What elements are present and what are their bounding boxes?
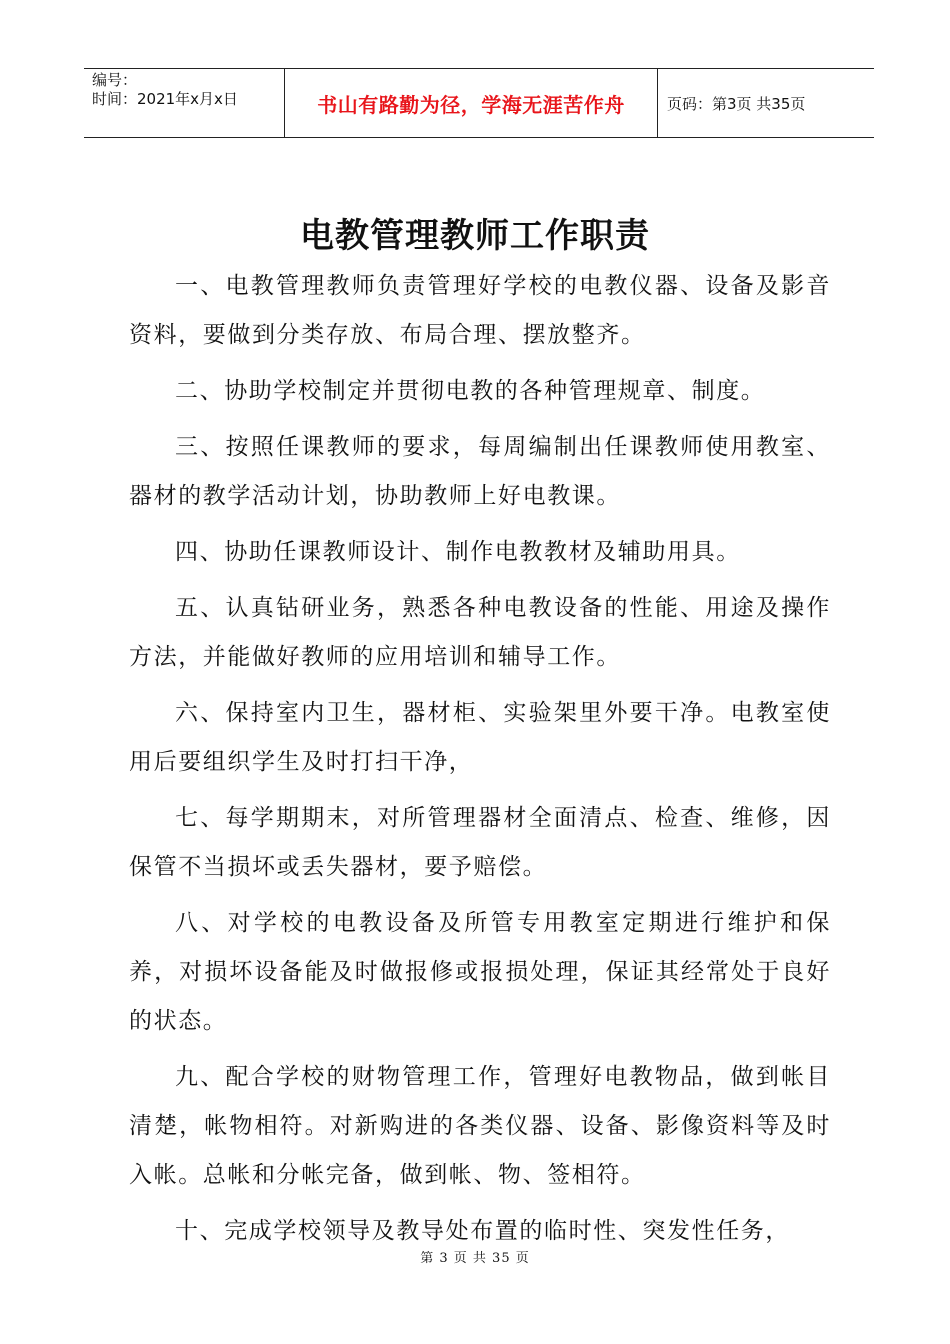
header-table	[84, 68, 874, 138]
paragraph: 十、完成学校领导及教导处布置的临时性、突发性任务，	[175, 1218, 790, 1244]
paragraph: 二、协助学校制定并贯彻电教的各种管理规章、制度。	[175, 378, 766, 404]
document-title: 电教管理教师工作职责	[300, 216, 650, 256]
header-motto-cell	[285, 69, 658, 137]
paragraph: 五、认真钻研业务，熟悉各种电教设备的性能、用途及操作方法，并能做好教师的应用培训和辅导工作。	[129, 595, 831, 670]
paragraph: 九、配合学校的财物管理工作，管理好电教物品，做到帐目清楚，帐物相符。对新购进的各类仪器、设备、影像资料等及时入帐。总帐和分帐完备，做到帐、物、签相符。	[129, 1064, 831, 1188]
paragraph: 六、保持室内卫生，器材柜、实验架里外要干净。电教室使用后要组织学生及时打扫干净，	[129, 700, 831, 775]
header-meta-cell	[84, 69, 285, 137]
paragraph: 一、电教管理教师负责管理好学校的电教仪器、设备及影音资料，要做到分类存放、布局合理、摆放整齐。	[129, 273, 831, 348]
paragraph: 四、协助任课教师设计、制作电教教材及辅助用具。	[175, 539, 741, 565]
page-footer: 第 3 页 共 35 页	[420, 1251, 530, 1266]
paragraph: 八、对学校的电教设备及所管专用教室定期进行维护和保养，对损坏设备能及时做报修或报损处理，保证其经常处于良好的状态。	[129, 910, 831, 1034]
page-info-text: 页码：第3页 共35页	[667, 94, 806, 113]
motto-text: 书山有路勤为径，学海无涯苦作舟	[317, 92, 625, 117]
serial-number-label: 编号：	[92, 71, 138, 89]
date-label: 时间：2021年x月x日	[92, 90, 238, 108]
document-body	[129, 262, 831, 1263]
paragraph: 七、每学期期末，对所管理器材全面清点、检查、维修，因保管不当损坏或丢失器材，要予赔偿。	[129, 805, 831, 880]
header-page-cell	[658, 69, 874, 137]
paragraph: 三、按照任课教师的要求，每周编制出任课教师使用教室、器材的教学活动计划，协助教师上好电教课。	[129, 434, 831, 509]
